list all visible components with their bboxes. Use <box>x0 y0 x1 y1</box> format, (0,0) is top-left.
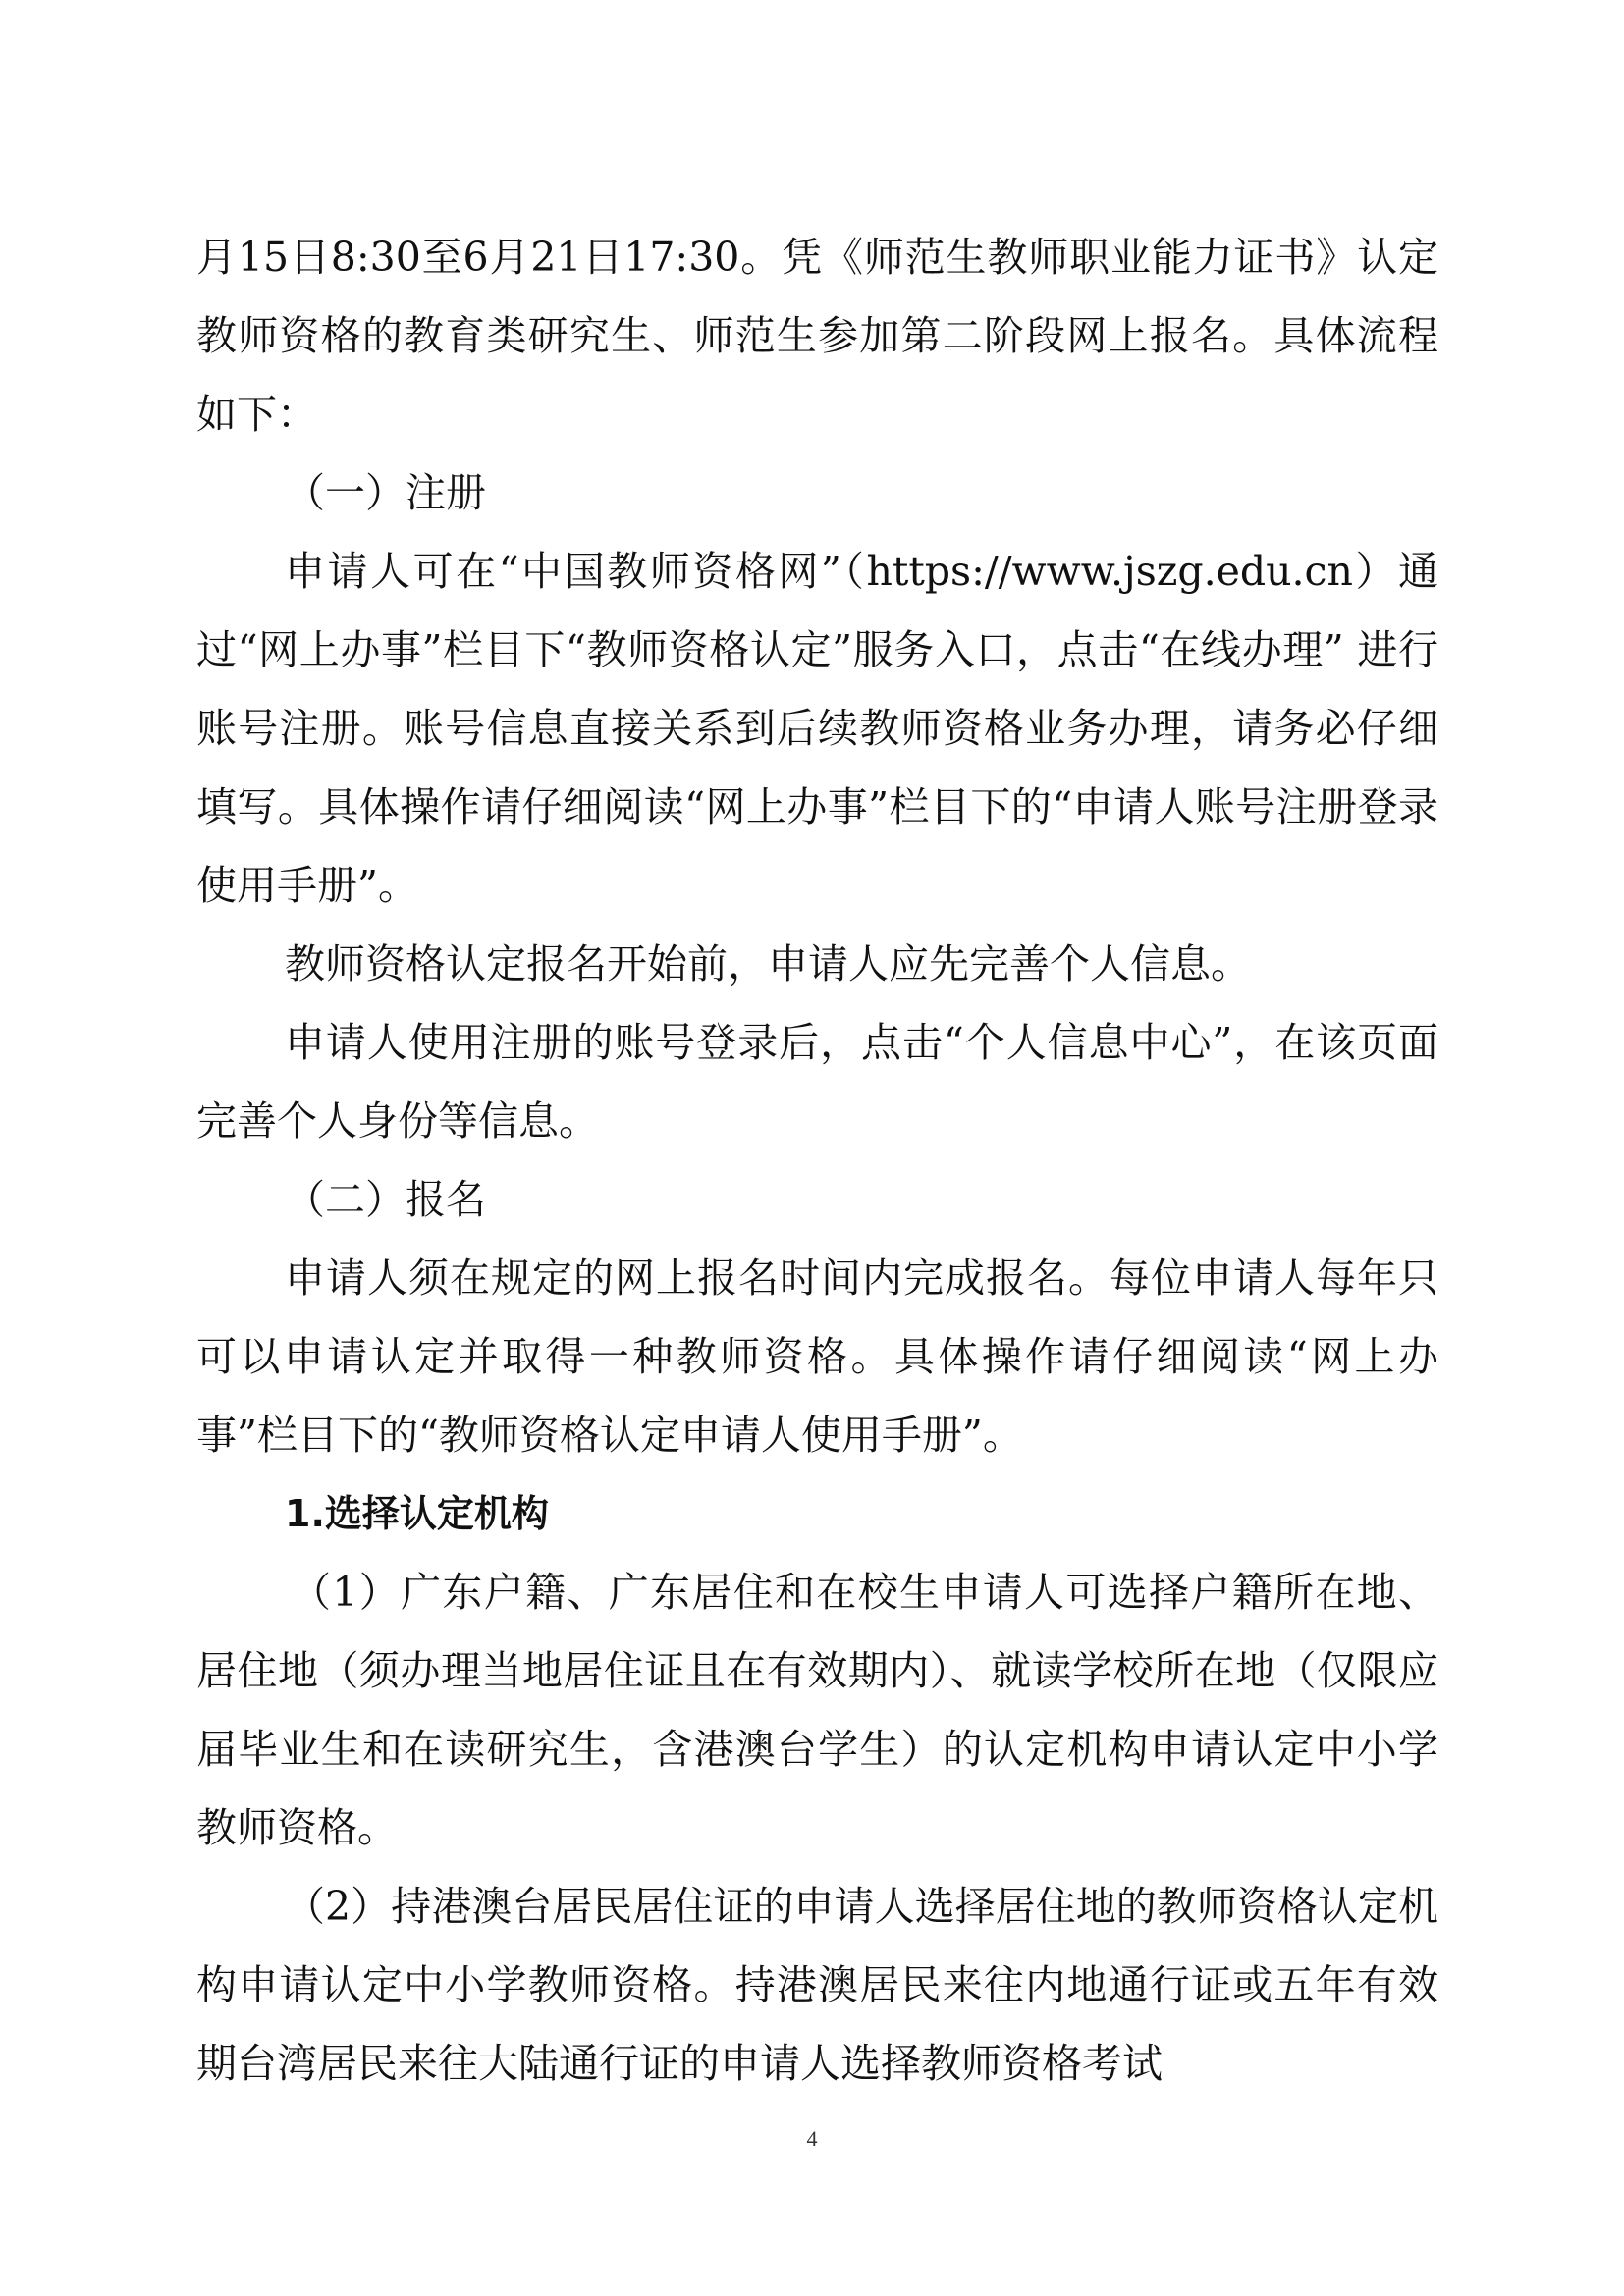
paragraph-item-2: （2）持港澳台居民居住证的申请人选择居住地的教师资格认定机构申请认定中小学教师资格。持港澳居民来往内地通行证或五年有效期台湾居民来往大陆通行证的申请人选择教师资格考试 <box>196 1883 1438 2087</box>
paragraph-registration-steps: 申请人可在“中国教师资格网”（https://www.jszg.edu.cn）通过“网上办事”栏目下“教师资格认定”服务入口，点击“在线办理” 进行账号注册。账号信息直接关系到后续教师资格业务办理，请务必仔细填写。具体操作请仔细阅读“网上办事”栏目下的“申请人账号注册登录使用手册”。 <box>196 548 1438 909</box>
paragraph-personal-center: 申请人使用注册的账号登录后，点击“个人信息中心”，在该页面完善个人身份等信息。 <box>196 1019 1438 1145</box>
section-heading-registration: （一）注册 <box>285 469 486 516</box>
paragraph-complete-info: 教师资格认定报名开始前，申请人应先完善个人信息。 <box>285 940 1251 988</box>
paragraph-item-1: （1）广东户籍、广东居住和在校生申请人可选择户籍所在地、居住地（须办理当地居住证且在有效期内）、就读学校所在地（仅限应届毕业生和在读研究生，含港澳台学生）的认定机构申请认定中小学教师资格。 <box>196 1569 1438 1851</box>
paragraph-continuation: 月15日8:30至6月21日17:30。凭《师范生教师职业能力证书》认定教师资格的教育类研究生、师范生参加第二阶段网上报名。具体流程如下： <box>196 234 1438 438</box>
section-heading-application: （二）报名 <box>285 1176 486 1223</box>
page-number: 4 <box>806 2126 818 2151</box>
document-body <box>196 218 1438 2103</box>
subheading-select-institution: 1.选择认定机构 <box>285 1492 549 1535</box>
paragraph-application-rules: 申请人须在规定的网上报名时间内完成报名。每位申请人每年只可以申请认定并取得一种教师资格。具体操作请仔细阅读“网上办事”栏目下的“教师资格认定申请人使用手册”。 <box>196 1255 1438 1459</box>
